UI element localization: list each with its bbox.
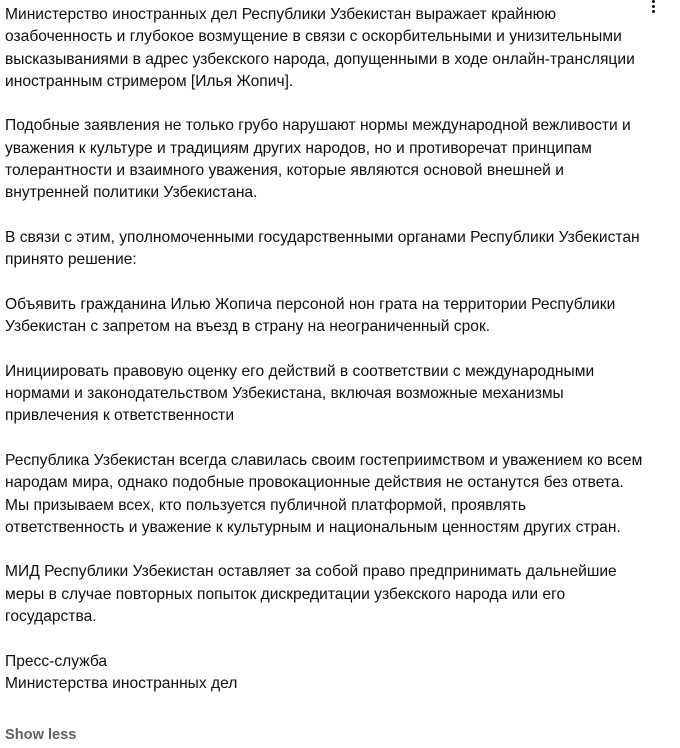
post-paragraph: В связи с этим, уполномоченными государственными органами Республики Узбекистан принято решение: [5, 228, 640, 269]
show-less-button[interactable]: Show less [5, 727, 77, 743]
post-paragraph: Инициировать правовую оценку его действий в соответствии с международными нормами и законодательством Узбекистана, включая возможные механизмы привлечения к ответственности [5, 362, 595, 425]
post-paragraph: МИД Республики Узбекистан оставляет за собой право предпринимать дальнейшие меры в случае повторных попыток дискредитации узбекского народа или его государства. [5, 563, 617, 626]
post-signature [5, 651, 645, 696]
post-body [5, 4, 645, 695]
more-options-button[interactable] [646, 0, 662, 14]
signature-line: Министерства иностранных дел [5, 674, 238, 692]
post-paragraph: Подобные заявления не только грубо нарушают нормы международной вежливости и уважения к культуре и традициям других народов, но и противоречат принципам толерантности и взаимного уважения, которые являются основой внешней и внутренней политики Узбекистана. [5, 117, 631, 202]
post-paragraph: Объявить гражданина Илью Жопича персоной нон грата на территории Республики Узбекистан с запретом на въезд в страну на неограниченный срок. [5, 295, 616, 336]
signature-line: Пресс-служба [5, 652, 108, 670]
post-paragraph: Министерство иностранных дел Республики Узбекистан выражает крайнюю озабоченность и глубокое возмущение в связи с оскорбительными и унизительными высказываниями в адрес узбекского народа, допущенными в ходе онлайн-трансляции иностранным стримером [Илья Жопич]. [5, 6, 635, 90]
post-paragraph: Республика Узбекистан всегда славилась своим гостеприимством и уважением ко всем народам мира, однако подобные провокационные действия не останутся без ответа. Мы призываем всех, кто пользуется публичной платформой, проявлять ответственность и уважение к культурным и национальным ценностям других стран. [5, 451, 643, 536]
